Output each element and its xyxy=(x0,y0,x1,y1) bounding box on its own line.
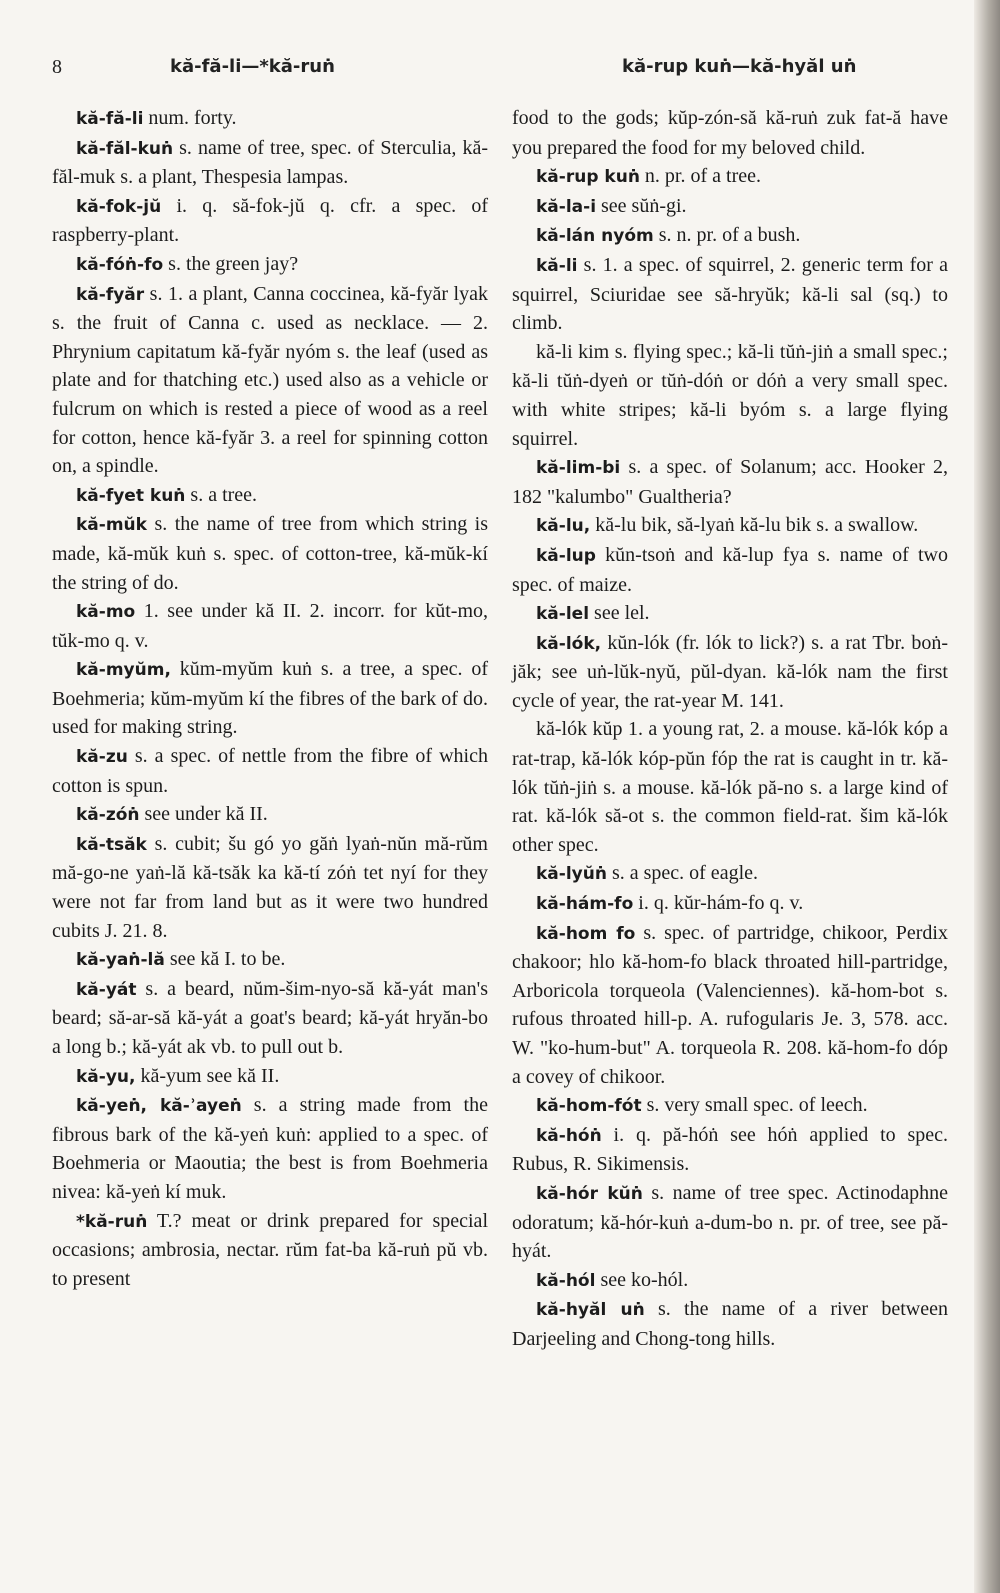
entry-definition: s. a tree. xyxy=(185,483,258,506)
entry-definition: num. forty. xyxy=(143,107,237,129)
dictionary-entry xyxy=(52,597,488,655)
entry-headword: kă-rup kuṅ xyxy=(536,167,640,188)
dictionary-entry xyxy=(52,742,488,800)
dictionary-entry xyxy=(52,104,488,134)
entry-headword: kă-myŭm, xyxy=(76,660,171,681)
entry-definition: s. cubit; šu gó yo găṅ lyaṅ-nŭn mă-rŭm mă-go-ne yaṅ-lă kă-tsăk ka kă-tí zóṅ tet nyí for they were not far from land but as it were two hundred cubits J. 21. 8. xyxy=(52,832,488,942)
entry-headword: kă-lel xyxy=(536,604,590,625)
entry-definition: s. the name of a river between Darjeeling and Chong-tong hills. xyxy=(512,1298,948,1350)
entry-headword: kă-fóṅ-fo xyxy=(76,254,164,275)
entry-definition: see under kă II. xyxy=(139,803,268,826)
entry-definition: s. 1. a plant, Canna coccinea, kă-fyăr lyak s. the fruit of Canna c. used as necklace. — 2. Phrynium capitatum kă-fyăr nyóm s. the leaf (used as plate and for thatching etc.) used also as a vehicle or fulcrum on which is rested a piece of wood as a reel for cotton, hence kă-fyăr 3. a reel for spinning cotton on, a spindle. xyxy=(52,282,488,478)
dictionary-entry xyxy=(512,599,948,629)
entry-headword: kă-fok-jŭ xyxy=(76,196,162,217)
entry-headword: kă-hám-fo xyxy=(536,894,634,915)
entry-definition: s. n. pr. of a bush. xyxy=(653,224,801,247)
entry-headword: kă-mo xyxy=(76,602,136,623)
entry-definition: s. a beard, nŭm-šim-nyo-să kă-yát man's beard; să-ar-să kă-yát a goat's beard; kă-yát hryăn-bo a long b.; kă-yát ak vb. to pull out b. xyxy=(52,977,488,1058)
dictionary-entry xyxy=(512,889,948,919)
entry-definition: kă-li kim s. flying spec.; kă-li tŭṅ-jiṅ a small spec.; kă-li tŭṅ-dyeṅ or tŭṅ-dóṅ or dóṅ a very small spec. with white stripes; kă-li byóm s. a large flying squirrel. xyxy=(512,340,948,450)
dictionary-entry xyxy=(512,715,948,859)
dictionary-entry xyxy=(52,250,488,280)
dictionary-entry xyxy=(512,338,948,453)
entry-headword: kă-lup xyxy=(536,545,596,566)
dictionary-entry xyxy=(52,945,488,975)
entry-definition: s. a spec. of nettle from the fibre of which cotton is spun. xyxy=(52,745,488,797)
entry-headword: kă-hóṅ xyxy=(536,1125,602,1146)
entry-definition: i. q. kŭr-hám-fo q. v. xyxy=(633,892,804,915)
entry-definition: see ko-hól. xyxy=(595,1268,689,1291)
dictionary-entry xyxy=(512,1091,948,1121)
entry-headword: kă-zu xyxy=(76,747,128,768)
entry-definition: kŭn-tsoṅ and kă-lup fya s. name of two spec. of maize. xyxy=(512,543,948,596)
dictionary-entry xyxy=(512,162,948,192)
entry-definition: kă-lók kŭp 1. a young rat, 2. a mouse. kă-lók kóp a rat-trap, kă-lók kóp-pŭn fóp the rat is caught in tr. kă-lók tŭṅ-jiṅ s. a mouse. kă-lók pă-no s. a large kind of rat. kă-lók să-ot s. the common field-rat. šim kă-lók other spec. xyxy=(512,718,948,856)
dictionary-entry xyxy=(512,192,948,222)
running-head-left: kă-fă-li—*kă-ruṅ xyxy=(170,56,335,77)
entry-headword: kă-hór kŭṅ xyxy=(536,1183,643,1204)
entry-definition: s. name of tree, spec. of Sterculia, kă-făl-muk s. a plant, Thespesia lampas. xyxy=(52,136,488,189)
dictionary-entry xyxy=(512,104,948,162)
dictionary-entry xyxy=(52,1091,488,1206)
entry-headword: kă-yu, xyxy=(76,1066,136,1087)
dictionary-entry xyxy=(52,510,488,597)
entry-definition: see lel. xyxy=(589,602,650,625)
entry-headword: kă-yaṅ-lă xyxy=(76,950,165,971)
entry-definition: i. q. să-fok-jŭ q. cfr. a spec. of raspberry-plant. xyxy=(52,194,488,247)
dictionary-entry xyxy=(52,975,488,1062)
dictionary-entry xyxy=(52,481,488,511)
entry-headword: kă-hom fo xyxy=(536,923,636,944)
entry-definition: see kă I. to be. xyxy=(164,948,286,971)
entry-headword: kă-mŭk xyxy=(76,515,147,536)
dictionary-entry xyxy=(512,1179,948,1266)
dictionary-entry xyxy=(52,655,488,742)
entry-definition: kŭn-lók (fr. lók to lick?) s. a rat Tbr. boṅ-jăk; see uṅ-lŭk-nyŭ, pŭl-dyan. kă-lók nam the first cycle of year, the rat-year M. 141. xyxy=(512,631,948,712)
dictionary-entry xyxy=(52,192,488,250)
entry-headword: kă-tsăk xyxy=(76,834,147,855)
entry-definition: s. very small spec. of leech. xyxy=(641,1094,868,1117)
dictionary-entry xyxy=(52,1062,488,1092)
running-head-right: kă-rup kuṅ—kă-hyăl uṅ xyxy=(622,56,857,77)
entry-definition: s. the green jay? xyxy=(163,252,299,275)
entry-definition: n. pr. of a tree. xyxy=(639,165,761,188)
right-column xyxy=(512,104,948,1354)
dictionary-entry xyxy=(512,1121,948,1179)
entry-headword: kă-hom-fót xyxy=(536,1096,642,1117)
entry-definition: s. a spec. of Solanum; acc. Hooker 2, 182 "kalumbo" Gualtheria? xyxy=(512,456,948,508)
entry-headword: kă-făl-kuṅ xyxy=(76,138,174,159)
entry-headword: kă-hól xyxy=(536,1270,596,1291)
dictionary-entry xyxy=(512,541,948,599)
entry-definition: s. the name of tree from which string is made, kă-mŭk kuṅ s. spec. of cotton-tree, kă-mŭk-kí the string of do. xyxy=(52,513,488,594)
entry-headword: kă-zóṅ xyxy=(76,805,140,826)
dictionary-entry xyxy=(52,800,488,830)
entry-definition: see sŭṅ-gi. xyxy=(596,194,687,217)
entry-definition: kă-yum see kă II. xyxy=(135,1064,280,1087)
entry-headword: kă-hyăl uṅ xyxy=(536,1300,645,1321)
entry-definition: 1. see under kă II. 2. incorr. for kŭt-mo, tŭk-mo q. v. xyxy=(52,600,488,652)
dictionary-entry xyxy=(52,280,488,481)
entry-headword: kă-lu, xyxy=(536,516,591,537)
dictionary-entry xyxy=(52,134,488,192)
entry-definition: food to the gods; kŭp-zón-să kă-ruṅ zuk fat-ă have you prepared the food for my beloved child. xyxy=(512,107,948,159)
dictionary-entry xyxy=(512,221,948,251)
page-number: 8 xyxy=(52,56,62,78)
dictionary-entry xyxy=(512,1266,948,1296)
entry-headword: kă-fyăr xyxy=(76,284,145,305)
dictionary-entry xyxy=(52,830,488,945)
entry-headword: kă-lók, xyxy=(536,633,602,654)
entry-definition: s. a spec. of eagle. xyxy=(606,862,758,885)
entry-headword: kă-yát xyxy=(76,979,137,1000)
entry-definition: T.? meat or drink prepared for special occasions; ambrosia, nectar. rŭm fat-ba kă-ruṅ pŭ vb. to present xyxy=(52,1209,488,1290)
dictionary-entry xyxy=(512,251,948,338)
entry-headword: kă-lyŭṅ xyxy=(536,864,607,885)
entry-definition: i. q. pă-hóṅ see hóṅ applied to spec. Rubus, R. Sikimensis. xyxy=(512,1123,948,1176)
entry-headword: kă-fă-li xyxy=(76,109,144,129)
dictionary-entry xyxy=(512,511,948,541)
entry-definition: s. 1. a spec. of squirrel, 2. generic term for a squirrel, Sciuridae see să-hryŭk; kă-li sal (sq.) to climb. xyxy=(512,253,948,335)
dictionary-entry xyxy=(512,629,948,716)
entry-headword: *kă-ruṅ xyxy=(76,1211,148,1232)
dictionary-entry xyxy=(512,453,948,511)
entry-headword: kă-lán nyóm xyxy=(536,226,654,247)
entry-headword: kă-yeṅ, kă-ʾayeṅ xyxy=(76,1096,242,1117)
left-column xyxy=(52,104,488,1293)
page-edge-shadow xyxy=(974,0,1000,1593)
entry-headword: kă-la-i xyxy=(536,196,597,217)
dictionary-entry xyxy=(512,919,948,1092)
entry-headword: kă-lim-bi xyxy=(536,458,621,479)
entry-definition: s. spec. of partridge, chikoor, Perdix chakoor; hlo kă-hom-fo black throated hill-partridge, Arboricola torqueola (Valenciennes). kă-hom-bot s. rufous throated hill-p. A. rufogularis Je. 3, 578. acc. W. "ko-hum-but" A. torqueola R. 208. kă-hom-fo dóp a covey of chikoor. xyxy=(512,921,948,1088)
entry-definition: s. a string made from the fibrous bark of the kă-yeṅ kuṅ: applied to a spec. of Boehmeria or Maoutia; the best is from Boehmeria nivea: kă-yeṅ kí muk. xyxy=(52,1094,488,1203)
entry-definition: kă-lu bik, să-lyaṅ kă-lu bik s. a swallow. xyxy=(590,514,919,537)
dictionary-entry xyxy=(512,1295,948,1353)
entry-definition: kŭm-myŭm kuṅ s. a tree, a spec. of Boehmeria; kŭm-myŭm kí the fibres of the bark of do. used for making string. xyxy=(52,658,488,739)
entry-headword: kă-fyet kuṅ xyxy=(76,485,186,506)
dictionary-entry xyxy=(512,859,948,889)
entry-definition: s. name of tree spec. Actinodaphne odoratum; kă-hór-kuṅ a-dum-bo n. pr. of tree, see pă-hyát. xyxy=(512,1181,948,1263)
entry-headword: kă-li xyxy=(536,255,578,276)
dictionary-entry xyxy=(52,1207,488,1294)
